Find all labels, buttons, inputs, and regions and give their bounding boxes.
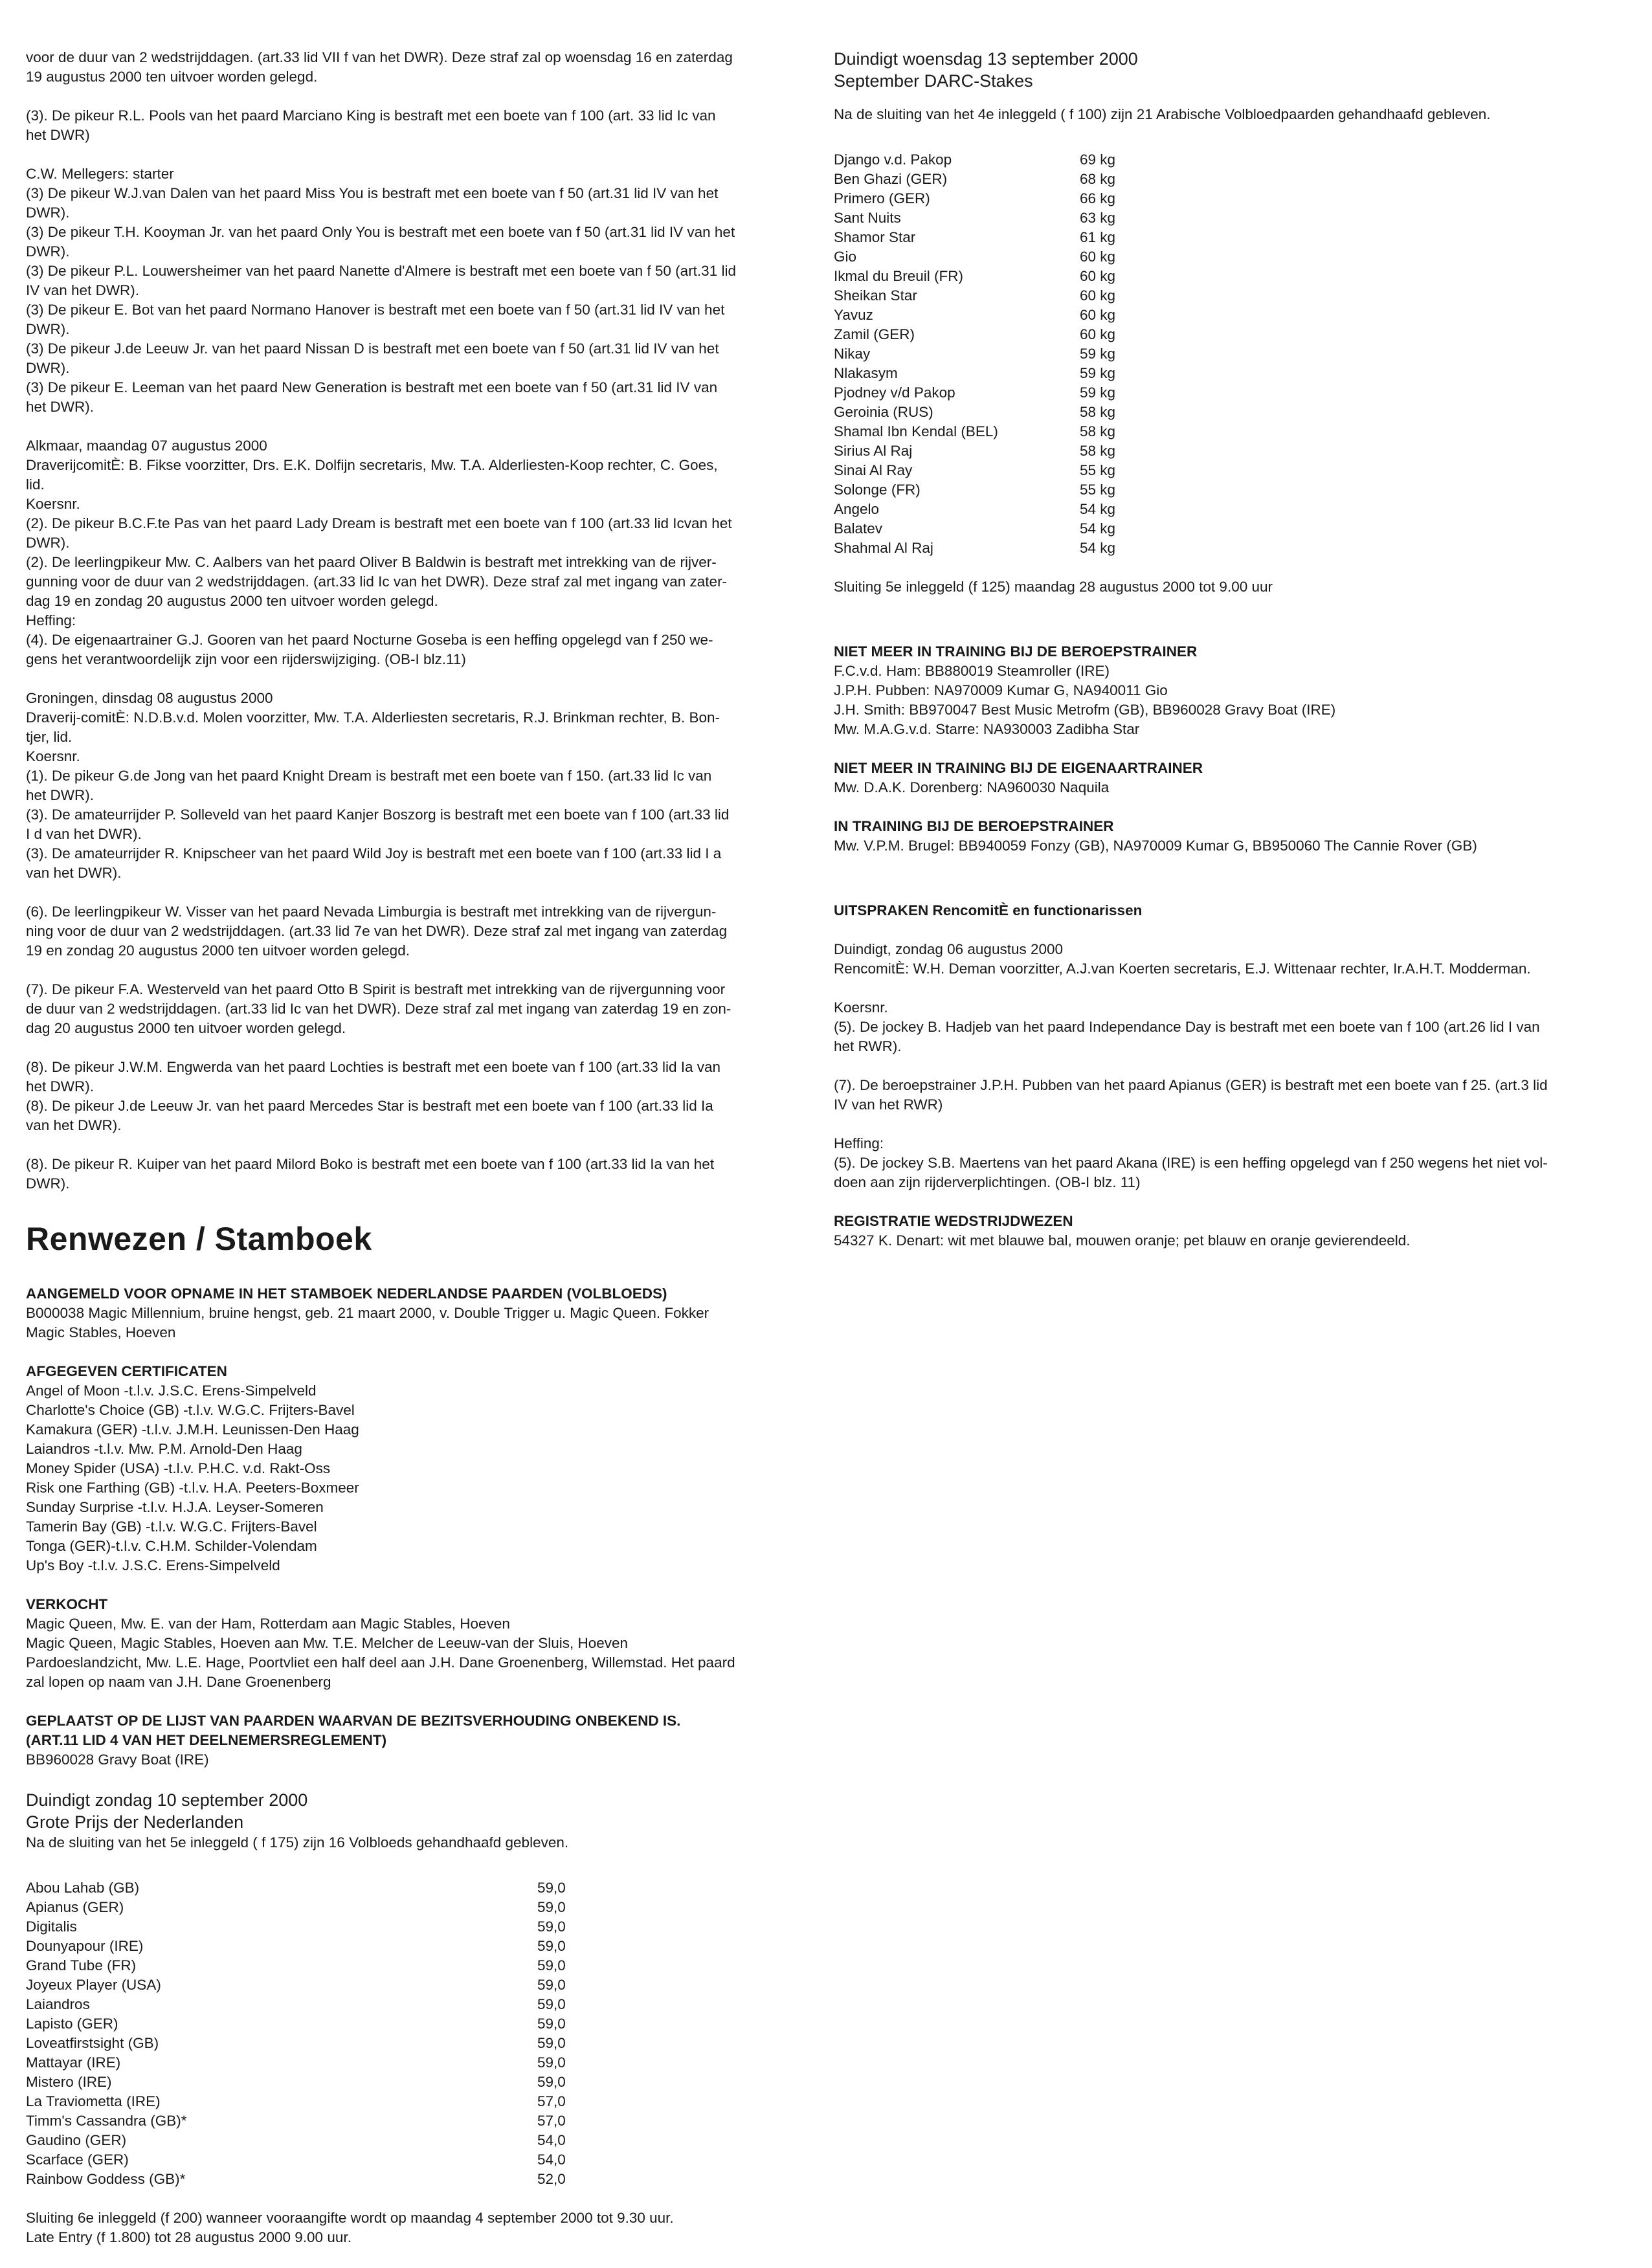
- certificaat-line: Laiandros -t.l.v. Mw. P.M. Arnold-Den Haag: [26, 1441, 302, 1457]
- horse-weight: 59,0: [537, 1899, 566, 1915]
- uitspraak-line: IV van het RWR): [834, 1096, 943, 1113]
- horse-name: Zamil (GER): [834, 326, 915, 342]
- entry-row: [26, 1898, 566, 1917]
- entry-row: [834, 286, 1115, 306]
- ruling-line: DWR).: [26, 360, 70, 376]
- in-training-section: [834, 817, 1624, 856]
- registratie-section: [834, 1212, 1624, 1251]
- entry-row: [834, 364, 1115, 383]
- ruling-paragraph: [26, 106, 803, 145]
- ruling-line: (1). De pikeur G.de Jong van het paard Knight Dream is bestraft met een boete van f 150. (art.33 lid Ic van: [26, 768, 712, 784]
- horse-name: Nlakasym: [834, 365, 898, 381]
- niet-meer-beroeps-section: [834, 642, 1624, 739]
- section-heading-renwezen-stamboek: Renwezen / Stamboek: [26, 1221, 372, 1257]
- entry-row: [834, 383, 1115, 403]
- horse-weight: 54,0: [537, 2132, 566, 2148]
- ruling-line: gunning voor de duur van 2 wedstrijddagen. (art.33 lid Ic van het DWR). Deze straf zal met ingang van zater-: [26, 573, 728, 590]
- ruling-line: gens het verantwoordelijk zijn voor een rijderswijziging. (OB-I blz.11): [26, 651, 466, 667]
- darc-stakes-title: September DARC-Stakes: [834, 71, 1033, 91]
- horse-name: Yavuz: [834, 307, 873, 323]
- in-training-heading: IN TRAINING BIJ DE BEROEPSTRAINER: [834, 818, 1114, 834]
- ruling-line: (3) De pikeur E. Leeman van het paard New Generation is bestraft met een boete van f 50 (art.31 lid IV van: [26, 379, 718, 395]
- ruling-line: (3) De pikeur J.de Leeuw Jr. van het paard Nissan D is bestraft met een boete van f 50 (art.31 lid IV van het: [26, 340, 719, 357]
- grote-prijs-intro: Na de sluiting van het 5e inleggeld ( f 175) zijn 16 Volbloeds gehandhaafd gebleven.: [26, 1834, 569, 1851]
- niet-meer-beroeps-line: J.P.H. Pubben: NA970009 Kumar G, NA940011 Gio: [834, 682, 1168, 698]
- uitspraak-paragraph: [834, 998, 1624, 1056]
- horse-weight: 68 kg: [1080, 171, 1116, 187]
- ruling-line: tjer, lid.: [26, 729, 73, 745]
- horse-name: Gaudino (GER): [26, 2132, 127, 2148]
- horse-weight: 59,0: [537, 1957, 566, 1973]
- ruling-line: IV van het DWR).: [26, 282, 140, 298]
- horse-name: Ben Ghazi (GER): [834, 171, 948, 187]
- ruling-line: (3) De pikeur P.L. Louwersheimer van het paard Nanette d'Almere is bestraft met een boete van f 50 (art.31 lid: [26, 263, 736, 279]
- entry-row: [26, 2150, 566, 2170]
- horse-name: Timm's Cassandra (GB)*: [26, 2113, 187, 2129]
- verkocht-line: Magic Queen, Mw. E. van der Ham, Rotterdam aan Magic Stables, Hoeven: [26, 1616, 510, 1632]
- horse-name: Sinai Al Ray: [834, 462, 913, 478]
- stamboek-line: Magic Stables, Hoeven: [26, 1324, 176, 1340]
- horse-weight: 59,0: [537, 1977, 566, 1993]
- certificaat-line: Tamerin Bay (GB) -t.l.v. W.G.C. Frijters-Bavel: [26, 1518, 317, 1535]
- niet-meer-eigenaar-heading: NIET MEER IN TRAINING BIJ DE EIGENAARTRAINER: [834, 760, 1203, 776]
- entry-row: [834, 441, 1115, 461]
- ruling-line: van het DWR).: [26, 865, 122, 881]
- entry-row: [834, 480, 1115, 500]
- uitspraak-paragraph: [834, 940, 1624, 979]
- entry-row: [834, 344, 1115, 364]
- entry-row: [834, 306, 1115, 325]
- entry-row: [26, 2073, 566, 2092]
- horse-weight: 58 kg: [1080, 404, 1116, 420]
- horse-weight: 59 kg: [1080, 365, 1116, 381]
- horse-weight: 58 kg: [1080, 443, 1116, 459]
- certificaat-line: Tonga (GER)-t.l.v. C.H.M. Schilder-Volendam: [26, 1538, 317, 1554]
- horse-name: Django v.d. Pakop: [834, 151, 952, 168]
- entry-row: [834, 208, 1115, 228]
- darc-stakes-intro: Na de sluiting van het 4e inleggeld ( f 100) zijn 21 Arabische Volbloedpaarden gehandhaafd gebleven.: [834, 106, 1491, 122]
- registratie-heading: REGISTRATIE WEDSTRIJDWEZEN: [834, 1213, 1073, 1229]
- entry-row: [834, 247, 1115, 267]
- certificaat-line: Kamakura (GER) -t.l.v. J.M.H. Leunissen-Den Haag: [26, 1421, 359, 1438]
- ruling-line: 19 augustus 2000 ten uitvoer worden gelegd.: [26, 69, 318, 85]
- entry-row: [26, 2170, 566, 2189]
- ruling-paragraph: [26, 902, 803, 961]
- stamboek-section: [26, 1284, 803, 1342]
- uitspraak-line: Koersnr.: [834, 999, 888, 1016]
- niet-meer-beroeps-line: F.C.v.d. Ham: BB880019 Steamroller (IRE): [834, 663, 1110, 679]
- entry-row: [834, 422, 1115, 441]
- horse-weight: 59 kg: [1080, 384, 1116, 401]
- ruling-line: van het DWR).: [26, 1117, 122, 1133]
- left-column: [26, 48, 803, 2247]
- horse-name: Balatev: [834, 520, 883, 537]
- darc-stakes-date: Duindigt woensdag 13 september 2000: [834, 49, 1138, 69]
- uitspraak-line: RencomitÈ: W.H. Deman voorzitter, A.J.van Koerten secretaris, E.J. Wittenaar rechter, Ir.A.H.T. Modderman.: [834, 961, 1531, 977]
- horse-weight: 59 kg: [1080, 346, 1116, 362]
- horse-name: Mistero (IRE): [26, 2074, 112, 2090]
- in-training-line: Mw. V.P.M. Brugel: BB940059 Fonzy (GB), NA970009 Kumar G, BB950060 The Cannie Rover (GB): [834, 838, 1477, 854]
- horse-weight: 60 kg: [1080, 268, 1116, 284]
- uitspraak-line: (5). De jockey S.B. Maertens van het paard Akana (IRE) is een heffing opgelegd van f 250 wegens het niet vol-: [834, 1155, 1548, 1171]
- horse-name: Scarface (GER): [26, 2151, 129, 2168]
- horse-weight: 54 kg: [1080, 540, 1116, 556]
- uitspraken-blocks: [834, 940, 1624, 1192]
- horse-name: Shamor Star: [834, 229, 916, 245]
- horse-name: Primero (GER): [834, 190, 930, 206]
- uitspraak-line: het RWR).: [834, 1038, 902, 1054]
- entry-row: [834, 189, 1115, 208]
- verkocht-line: Pardoeslandzicht, Mw. L.E. Hage, Poortvliet een half deel aan J.H. Dane Groenenberg, Willemstad. Het paard: [26, 1654, 735, 1671]
- ruling-line: Groningen, dinsdag 08 augustus 2000: [26, 690, 273, 706]
- darc-stakes-entries-table: [834, 150, 1115, 558]
- ruling-line: voor de duur van 2 wedstrijddagen. (art.33 lid VII f van het DWR). Deze straf zal op woensdag 16 en zaterdag: [26, 49, 733, 65]
- geplaatst-section: [26, 1711, 803, 1770]
- entry-row: [834, 403, 1115, 422]
- ruling-line: 19 en zondag 20 augustus 2000 ten uitvoer worden gelegd.: [26, 942, 410, 959]
- horse-name: Digitalis: [26, 1918, 77, 1935]
- grote-prijs-section: [26, 1789, 803, 2247]
- niet-meer-beroeps-line: Mw. M.A.G.v.d. Starre: NA930003 Zadibha Star: [834, 721, 1140, 737]
- grote-prijs-title: Grote Prijs der Nederlanden: [26, 1812, 244, 1832]
- horse-weight: 61 kg: [1080, 229, 1116, 245]
- horse-name: Sirius Al Raj: [834, 443, 913, 459]
- horse-weight: 58 kg: [1080, 423, 1116, 439]
- ruling-line: I d van het DWR).: [26, 826, 142, 842]
- horse-name: Grand Tube (FR): [26, 1957, 137, 1973]
- uitspraken-section: [834, 901, 1624, 1192]
- horse-weight: 59,0: [537, 2016, 566, 2032]
- certificaat-line: Sunday Surprise -t.l.v. H.J.A. Leyser-Someren: [26, 1499, 324, 1515]
- ruling-paragraph: [26, 689, 803, 883]
- ruling-line: (3). De pikeur R.L. Pools van het paard Marciano King is bestraft met een boete van f 100 (art. 33 lid Ic van: [26, 107, 716, 124]
- uitspraken-heading: UITSPRAKEN RencomitÈ en functionarissen: [834, 902, 1143, 918]
- niet-meer-eigenaar-section: [834, 759, 1624, 797]
- entry-row: [26, 2111, 566, 2131]
- entry-row: [834, 500, 1115, 519]
- horse-name: Lapisto (GER): [26, 2016, 118, 2032]
- horse-name: Solonge (FR): [834, 482, 921, 498]
- certificaten-section: [26, 1362, 803, 1575]
- niet-meer-beroeps-line: J.H. Smith: BB970047 Best Music Metrofm (GB), BB960028 Gravy Boat (IRE): [834, 702, 1336, 718]
- niet-meer-eigenaar-line: Mw. D.A.K. Dorenberg: NA960030 Naquila: [834, 779, 1110, 795]
- horse-weight: 59,0: [537, 1996, 566, 2012]
- ruling-line: (8). De pikeur R. Kuiper van het paard Milord Boko is bestraft met een boete van f 100 (art.33 lid Ia van het: [26, 1156, 715, 1172]
- grote-prijs-footer-line: Late Entry (f 1.800) tot 28 augustus 2000 9.00 uur.: [26, 2229, 352, 2245]
- verkocht-list: [26, 1614, 803, 1692]
- entry-row: [26, 2131, 566, 2150]
- horse-weight: 69 kg: [1080, 151, 1116, 168]
- entry-row: [26, 1956, 566, 1975]
- horse-weight: 54 kg: [1080, 520, 1116, 537]
- horse-weight: 54 kg: [1080, 501, 1116, 517]
- ruling-line: DWR).: [26, 1175, 70, 1192]
- uitspraak-line: Heffing:: [834, 1135, 884, 1151]
- horse-weight: 52,0: [537, 2171, 566, 2187]
- ruling-line: DWR).: [26, 205, 70, 221]
- ruling-line: Draverij-comitÈ: N.D.B.v.d. Molen voorzitter, Mw. T.A. Alderliesten secretaris, R.J. Brinkman rechter, B. Bon-: [26, 709, 720, 726]
- entry-row: [26, 2014, 566, 2034]
- entry-row: [834, 461, 1115, 480]
- certificaat-line: Angel of Moon -t.l.v. J.S.C. Erens-Simpelveld: [26, 1383, 317, 1399]
- horse-weight: 59,0: [537, 2074, 566, 2090]
- entry-row: [834, 150, 1115, 170]
- certificaat-line: Money Spider (USA) -t.l.v. P.H.C. v.d. Rakt-Oss: [26, 1460, 331, 1476]
- ruling-line: Koersnr.: [26, 496, 80, 512]
- horse-weight: 59,0: [537, 1880, 566, 1896]
- horse-weight: 59,0: [537, 2035, 566, 2051]
- entry-row: [26, 1878, 566, 1898]
- horse-name: Laiandros: [26, 1996, 90, 2012]
- ruling-line: (3). De amateurrijder R. Knipscheer van het paard Wild Joy is bestraft met een boete van f 100 (art.33 lid I a: [26, 845, 722, 862]
- horse-weight: 63 kg: [1080, 210, 1116, 226]
- horse-weight: 60 kg: [1080, 287, 1116, 304]
- horse-weight: 59,0: [537, 1918, 566, 1935]
- ruling-line: het DWR): [26, 127, 90, 143]
- grote-prijs-date: Duindigt zondag 10 september 2000: [26, 1790, 308, 1810]
- niet-meer-beroeps-heading: NIET MEER IN TRAINING BIJ DE BEROEPSTRAINER: [834, 643, 1198, 660]
- entry-row: [26, 2053, 566, 2073]
- ruling-line: (3). De amateurrijder P. Solleveld van het paard Kanjer Boszorg is bestraft met een boete van f 100 (art.33 lid: [26, 806, 730, 823]
- stamboek-line: B000038 Magic Millennium, bruine hengst, geb. 21 maart 2000, v. Double Trigger u. Magic Queen. Fokker: [26, 1305, 709, 1321]
- geplaatst-heading-line: GEPLAATST OP DE LIJST VAN PAARDEN WAARVAN DE BEZITSVERHOUDING ONBEKEND IS.: [26, 1713, 681, 1729]
- horse-weight: 55 kg: [1080, 482, 1116, 498]
- ruling-line: lid.: [26, 476, 45, 493]
- horse-name: Sheikan Star: [834, 287, 917, 304]
- certificaten-list: [26, 1381, 803, 1575]
- ruling-paragraph: [26, 436, 803, 669]
- ruling-line: (4). De eigenaartrainer G.J. Gooren van het paard Nocturne Goseba is een heffing opgelegd van f 250 we-: [26, 632, 713, 648]
- horse-name: Dounyapour (IRE): [26, 1938, 144, 1954]
- certificaat-line: Charlotte's Choice (GB) -t.l.v. W.G.C. Frijters-Bavel: [26, 1402, 355, 1418]
- horse-weight: 60 kg: [1080, 249, 1116, 265]
- entry-row: [26, 2092, 566, 2111]
- ruling-line: (8). De pikeur J.de Leeuw Jr. van het paard Mercedes Star is bestraft met een boete van f 100 (art.33 lid Ia: [26, 1098, 713, 1114]
- horse-weight: 57,0: [537, 2093, 566, 2109]
- ruling-line: DWR).: [26, 535, 70, 551]
- ruling-line: Alkmaar, maandag 07 augustus 2000: [26, 438, 267, 454]
- horse-name: Joyeux Player (USA): [26, 1977, 161, 1993]
- horse-name: Apianus (GER): [26, 1899, 124, 1915]
- horse-name: Gio: [834, 249, 857, 265]
- ruling-line: (3) De pikeur T.H. Kooyman Jr. van het paard Only You is bestraft met een boete van f 50 (art.31 lid IV van het: [26, 224, 735, 240]
- horse-weight: 55 kg: [1080, 462, 1116, 478]
- ruling-line: het DWR).: [26, 1078, 95, 1095]
- entry-row: [834, 170, 1115, 189]
- ruling-line: DWR).: [26, 243, 70, 260]
- ruling-paragraph: [26, 1058, 803, 1135]
- grote-prijs-footer-line: Sluiting 6e inleggeld (f 200) wanneer vooraangifte wordt op maandag 4 september 2000 tot 9.30 uur.: [26, 2210, 674, 2226]
- horse-name: La Traviometta (IRE): [26, 2093, 161, 2109]
- entry-row: [834, 519, 1115, 539]
- entry-row: [834, 228, 1115, 247]
- ruling-line: (3) De pikeur E. Bot van het paard Normano Hanover is bestraft met een boete van f 50 (art.31 lid IV van het: [26, 302, 725, 318]
- ruling-line: (2). De leerlingpikeur Mw. C. Aalbers van het paard Oliver B Baldwin is bestraft met intrekking van de rijver-: [26, 554, 717, 570]
- ruling-line: het DWR).: [26, 787, 95, 803]
- uitspraak-line: doen aan zijn rijderverplichtingen. (OB-I blz. 11): [834, 1174, 1141, 1190]
- ruling-line: dag 19 en zondag 20 augustus 2000 ten uitvoer worden gelegd.: [26, 593, 438, 609]
- horse-name: Pjodney v/d Pakop: [834, 384, 955, 401]
- horse-name: Abou Lahab (GB): [26, 1880, 140, 1896]
- entry-row: [26, 1917, 566, 1937]
- grote-prijs-entries-table: [26, 1878, 566, 2189]
- ruling-paragraph: [26, 980, 803, 1038]
- ruling-line: Heffing:: [26, 612, 76, 628]
- horse-weight: 60 kg: [1080, 326, 1116, 342]
- registratie-line: 54327 K. Denart: wit met blauwe bal, mouwen oranje; pet blauw en oranje gevierendeeld.: [834, 1232, 1411, 1249]
- horse-name: Mattayar (IRE): [26, 2054, 121, 2071]
- entry-row: [26, 1975, 566, 1995]
- uitspraak-line: (5). De jockey B. Hadjeb van het paard Independance Day is bestraft met een boete van f 100 (art.26 lid I van: [834, 1019, 1540, 1035]
- ruling-paragraph: [26, 48, 803, 87]
- horse-weight: 59,0: [537, 1938, 566, 1954]
- ruling-line: (6). De leerlingpikeur W. Visser van het paard Nevada Limburgia is bestraft met intrekking van de rijvergun-: [26, 904, 717, 920]
- ruling-line: DWR).: [26, 321, 70, 337]
- uitspraak-paragraph: [834, 1076, 1624, 1115]
- uitspraak-paragraph: [834, 1134, 1624, 1192]
- ruling-line: (8). De pikeur J.W.M. Engwerda van het paard Lochties is bestraft met een boete van f 100 (art.33 lid Ia van: [26, 1059, 721, 1075]
- uitspraak-line: Duindigt, zondag 06 augustus 2000: [834, 941, 1064, 957]
- entry-row: [26, 1995, 566, 2014]
- ruling-line: DraverijcomitÈ: B. Fikse voorzitter, Drs. E.K. Dolfijn secretaris, Mw. T.A. Alderliesten-Koop rechter, C. Goes,: [26, 457, 718, 473]
- right-column: [834, 48, 1624, 1270]
- horse-name: Nikay: [834, 346, 871, 362]
- ruling-line: (2). De pikeur B.C.F.te Pas van het paard Lady Dream is bestraft met een boete van f 100 (art.33 lid Icvan het: [26, 515, 732, 531]
- horse-weight: 54,0: [537, 2151, 566, 2168]
- horse-name: Rainbow Goddess (GB)*: [26, 2171, 186, 2187]
- geplaatst-heading-line: (ART.11 LID 4 VAN HET DEELNEMERSREGLEMENT): [26, 1732, 387, 1748]
- horse-name: Geroinia (RUS): [834, 404, 933, 420]
- ruling-line: C.W. Mellegers: starter: [26, 166, 174, 182]
- verkocht-line: Magic Queen, Magic Stables, Hoeven aan Mw. T.E. Melcher de Leeuw-van der Sluis, Hoeven: [26, 1635, 629, 1651]
- entry-row: [26, 1937, 566, 1956]
- geplaatst-line: BB960028 Gravy Boat (IRE): [26, 1751, 209, 1768]
- certificaten-heading: AFGEGEVEN CERTIFICATEN: [26, 1363, 227, 1379]
- entry-row: [834, 267, 1115, 286]
- ruling-line: (3) De pikeur W.J.van Dalen van het paard Miss You is bestraft met een boete van f 50 (art.31 lid IV van het: [26, 185, 719, 201]
- entry-row: [834, 539, 1115, 558]
- ruling-paragraph: [26, 164, 803, 417]
- horse-name: Shahmal Al Raj: [834, 540, 933, 556]
- horse-weight: 59,0: [537, 2054, 566, 2071]
- darc-stakes-footer: Sluiting 5e inleggeld (f 125) maandag 28 augustus 2000 tot 9.00 uur: [834, 579, 1273, 595]
- darc-stakes-section: [834, 48, 1624, 597]
- verkocht-section: [26, 1595, 803, 1692]
- ruling-line: dag 20 augustus 2000 ten uitvoer worden gelegd.: [26, 1020, 346, 1036]
- entry-row: [834, 325, 1115, 344]
- ruling-line: het DWR).: [26, 399, 95, 415]
- verkocht-line: zal lopen op naam van J.H. Dane Groenenberg: [26, 1674, 331, 1690]
- entry-row: [26, 2034, 566, 2053]
- horse-name: Shamal Ibn Kendal (BEL): [834, 423, 998, 439]
- horse-name: Loveatfirstsight (GB): [26, 2035, 159, 2051]
- ruling-line: (7). De pikeur F.A. Westerveld van het paard Otto B Spirit is bestraft met intrekking van de rijvergunning voor: [26, 981, 726, 997]
- certificaat-line: Risk one Farthing (GB) -t.l.v. H.A. Peeters-Boxmeer: [26, 1480, 359, 1496]
- horse-weight: 66 kg: [1080, 190, 1116, 206]
- ruling-line: Koersnr.: [26, 748, 80, 764]
- certificaat-line: Up's Boy -t.l.v. J.S.C. Erens-Simpelveld: [26, 1557, 280, 1573]
- horse-name: Ikmal du Breuil (FR): [834, 268, 964, 284]
- ruling-line: ning voor de duur van 2 wedstrijddagen. (art.33 lid 7e van het DWR). Deze straf zal met ingang van zaterdag: [26, 923, 728, 939]
- verkocht-heading: VERKOCHT: [26, 1596, 108, 1612]
- stamboek-heading: AANGEMELD VOOR OPNAME IN HET STAMBOEK NEDERLANDSE PAARDEN (VOLBLOEDS): [26, 1285, 667, 1302]
- horse-weight: 60 kg: [1080, 307, 1116, 323]
- horse-weight: 57,0: [537, 2113, 566, 2129]
- ruling-line: de duur van 2 wedstrijddagen. (art.33 lid Ic van het DWR). Deze straf zal met ingang van zaterdag 19 en zon-: [26, 1001, 731, 1017]
- left-disciplinary-blocks: [26, 48, 803, 1194]
- ruling-paragraph: [26, 1155, 803, 1194]
- horse-name: Sant Nuits: [834, 210, 901, 226]
- uitspraak-line: (7). De beroepstrainer J.P.H. Pubben van het paard Apianus (GER) is bestraft met een boete van f 25. (art.3 lid: [834, 1077, 1548, 1093]
- horse-name: Angelo: [834, 501, 880, 517]
